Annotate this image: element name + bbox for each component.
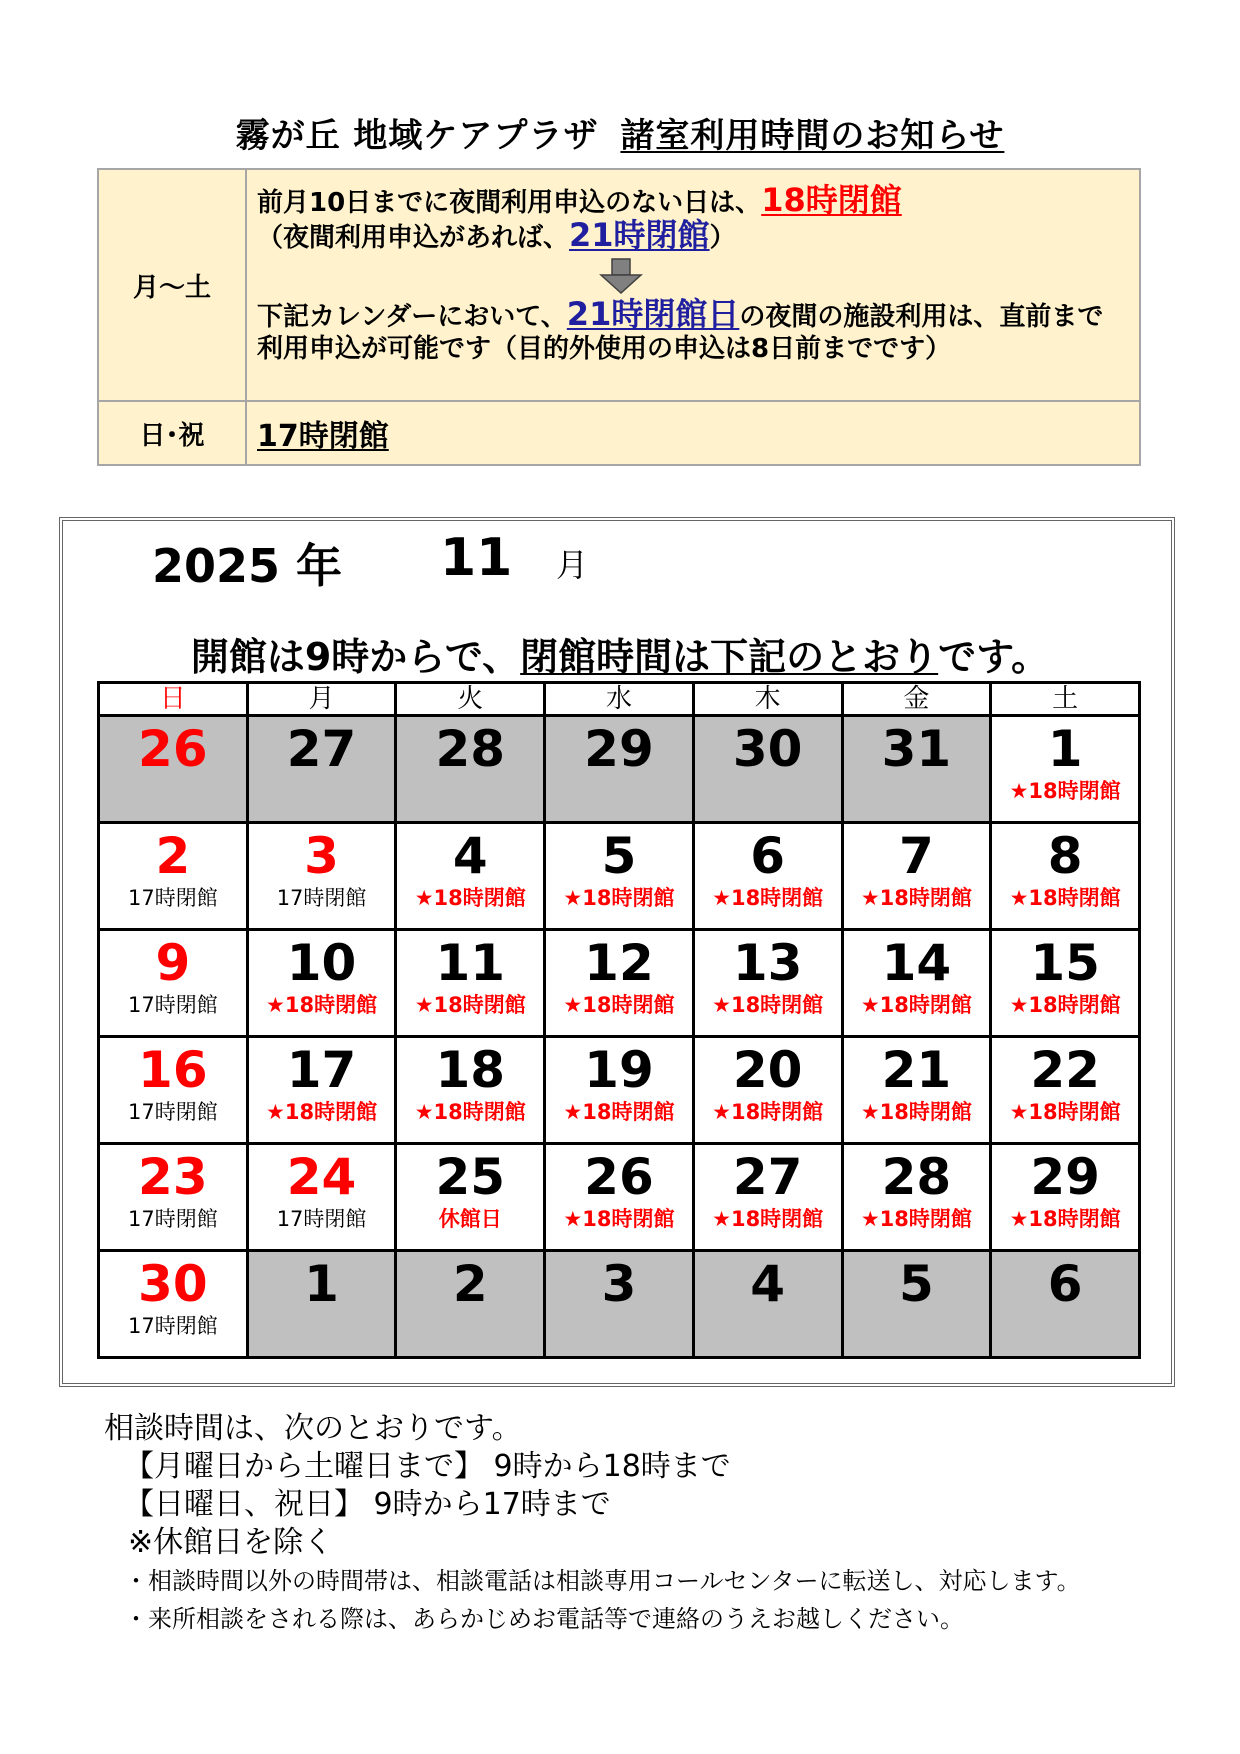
calendar-day-cell [247,1037,396,1144]
day-number: 18 [435,1041,506,1099]
calendar-day-cell [842,930,991,1037]
closing-note: ★18時閉館 [1009,1100,1121,1124]
calendar-month-suffix: 月 [556,546,589,584]
consult-note-1: ・相談時間以外の時間帯は、相談電話は相談専用コールセンターに転送し、対応します。 [124,1567,1081,1595]
day-number: 3 [601,1255,637,1313]
calendar-day-cell [396,823,545,930]
calendar-day-cell [99,1037,248,1144]
weekday-header-row [99,683,1140,716]
calendar-week-row [99,823,1140,930]
day-number: 1 [304,1255,339,1313]
day-number: 6 [750,827,786,885]
close-21-day-emphasis: 21時閉館日 [566,295,740,333]
day-number: 28 [881,1148,952,1206]
weekday-header: 木 [693,683,842,716]
day-number: 7 [898,827,934,885]
day-number: 24 [286,1148,357,1206]
calendar-day-cell [991,823,1140,930]
closing-note: ★18時閉館 [266,993,378,1017]
day-number: 17 [286,1041,357,1099]
calendar-day-cell [693,1144,842,1251]
calendar-day-cell [991,930,1140,1037]
calendar-day-cell [842,716,991,823]
rule-line-2: （夜間利用申込があれば、21時閉館） [257,216,736,254]
close-21-emphasis: 21時閉館 [569,216,710,254]
closing-note: ★18時閉館 [563,993,675,1017]
calendar-day-cell [991,1251,1140,1358]
day-number: 16 [138,1041,208,1099]
consult-holiday-hours: 【日曜日、祝日】 9時から17時まで [124,1487,611,1522]
calendar-day-cell [396,1144,545,1251]
closing-note: ★18時閉館 [712,1100,824,1124]
day-number: 30 [138,1255,208,1313]
day-number: 4 [750,1255,786,1313]
day-number: 30 [732,720,803,778]
consult-note-2: ・来所相談をされる際は、あらかじめお電話等で連絡のうえお越しください。 [124,1605,964,1633]
closing-note: 17時閉館 [127,1207,218,1231]
closing-note: ★18時閉館 [712,993,824,1017]
rule-line-3: 下記カレンダーにおいて、21時閉館日の夜間の施設利用は、直前まで [257,295,1104,333]
calendar-day-cell [247,1144,396,1251]
closing-note: ★18時閉館 [1009,1207,1121,1231]
consult-exclusion: ※休館日を除く [128,1525,334,1560]
closing-note: ★18時閉館 [1009,886,1121,910]
day-number: 3 [304,827,339,885]
day-number: 15 [1030,934,1100,992]
closing-note: ★18時閉館 [414,886,526,910]
day-number: 12 [584,934,654,992]
close-18-emphasis: 18時閉館 [761,181,902,219]
calendar-year: 2025 年 [152,539,343,593]
calendar-day-cell [693,716,842,823]
closing-note: 17時閉館 [127,993,218,1017]
rule-line-1: 前月10日までに夜間利用申込のない日は、18時閉館 [257,181,902,219]
calendar-day-cell [842,1144,991,1251]
day-number: 4 [452,827,488,885]
day-number: 27 [732,1148,803,1206]
consultation-hours [104,1410,1081,1638]
day-number: 2 [155,827,191,885]
title-notice: 諸室利用時間のお知らせ [620,116,1005,156]
calendar-day-cell [693,930,842,1037]
calendar-day-cell [247,716,396,823]
consult-intro: 相談時間は、次のとおりです。 [104,1411,522,1446]
day-number: 10 [286,934,357,992]
closing-note: ★18時閉館 [712,1207,824,1231]
day-number: 5 [898,1255,934,1313]
closing-note: 17時閉館 [276,886,367,910]
calendar-day-cell [247,823,396,930]
title-facility: 霧が丘 地域ケアプラザ [235,116,599,156]
closing-note: ★18時閉館 [860,993,972,1017]
day-number: 11 [435,934,506,992]
day-number: 26 [138,720,208,778]
day-number: 23 [138,1148,208,1206]
holiday-label: 日･祝 [98,401,246,465]
day-number: 29 [1030,1148,1100,1206]
calendar-week-row [99,716,1140,823]
weekday-header: 土 [991,683,1140,716]
down-arrow-icon [599,258,643,294]
day-number: 19 [584,1041,654,1099]
day-number: 22 [1030,1041,1100,1099]
calendar-day-cell [396,930,545,1037]
calendar-day-cell [991,1144,1140,1251]
closing-note: 17時閉館 [276,1207,367,1231]
calendar-day-cell [545,823,694,930]
calendar-day-cell [545,930,694,1037]
weekday-label: 月～土 [98,169,246,401]
weekday-header: 日 [99,683,248,716]
day-number: 27 [286,720,357,778]
calendar-day-cell [247,1251,396,1358]
calendar-day-cell [99,716,248,823]
calendar-day-cell [545,1144,694,1251]
calendar-week-row [99,1251,1140,1358]
weekday-header: 水 [545,683,694,716]
closing-note: ★18時閉館 [712,886,824,910]
calendar-day-cell [991,716,1140,823]
closing-note: 17時閉館 [127,886,218,910]
day-number: 5 [601,827,637,885]
calendar-day-cell [842,1037,991,1144]
day-number: 14 [881,934,952,992]
calendar-day-cell [991,1037,1140,1144]
closing-note: ★18時閉館 [860,886,972,910]
closing-note: ★18時閉館 [414,993,526,1017]
calendar-week-row [99,1144,1140,1251]
weekday-header: 火 [396,683,545,716]
closing-note: ★18時閉館 [563,1207,675,1231]
day-number: 2 [452,1255,488,1313]
calendar-day-cell [99,930,248,1037]
day-number: 6 [1047,1255,1083,1313]
calendar-day-cell [545,716,694,823]
holiday-close-time: 17時閉館 [257,419,389,454]
calendar-subtitle: 開館は9時からで、閉館時間は下記のとおりです。 [190,635,1050,679]
closing-note: ★18時閉館 [1009,779,1121,803]
day-number: 1 [1047,720,1083,778]
day-number: 9 [155,934,191,992]
weekday-rules [246,169,1140,401]
weekday-header: 月 [247,683,396,716]
closing-note: ★18時閉館 [860,1207,972,1231]
day-number: 25 [435,1148,506,1206]
day-number: 26 [584,1148,654,1206]
closing-note: 17時閉館 [127,1100,218,1124]
hours-info-table [97,168,1141,466]
arrow-row [257,254,1129,298]
calendar-day-cell [396,1037,545,1144]
day-number: 21 [881,1041,952,1099]
calendar-day-cell [693,1037,842,1144]
day-number: 20 [732,1041,803,1099]
calendar-day-cell [99,1251,248,1358]
day-number: 13 [732,934,803,992]
calendar-week-row [99,1037,1140,1144]
weekday-header: 金 [842,683,991,716]
closing-note: ★18時閉館 [563,886,675,910]
calendar-day-cell [842,823,991,930]
day-number: 8 [1047,827,1083,885]
calendar-month: 11 [440,528,513,588]
day-number: 28 [435,720,506,778]
holiday-rule [246,401,1140,465]
closing-note: ★18時閉館 [1009,993,1121,1017]
calendar-day-cell [99,1144,248,1251]
consult-weekday-hours: 【月曜日から土曜日まで】 9時から18時まで [124,1449,731,1484]
closing-note: 17時閉館 [127,1314,218,1338]
calendar-day-cell [693,823,842,930]
calendar-day-cell [842,1251,991,1358]
day-number: 29 [584,720,654,778]
closing-note: ★18時閉館 [860,1100,972,1124]
rule-line-4: 利用申込が可能です（目的外使用の申込は8日前までです） [257,334,952,364]
calendar-day-cell [545,1251,694,1358]
closing-note: ★18時閉館 [414,1100,526,1124]
calendar-week-row [99,930,1140,1037]
calendar-day-cell [247,930,396,1037]
calendar-body [99,716,1140,1358]
calendar-grid [97,681,1141,1359]
closing-note: ★18時閉館 [266,1100,378,1124]
closing-note: ★18時閉館 [563,1100,675,1124]
calendar-day-cell [545,1037,694,1144]
day-number: 31 [881,720,952,778]
calendar-day-cell [99,823,248,930]
calendar-day-cell [396,1251,545,1358]
page-title [0,108,1240,157]
closing-note: 休館日 [438,1207,502,1231]
calendar-day-cell [693,1251,842,1358]
calendar-day-cell [396,716,545,823]
